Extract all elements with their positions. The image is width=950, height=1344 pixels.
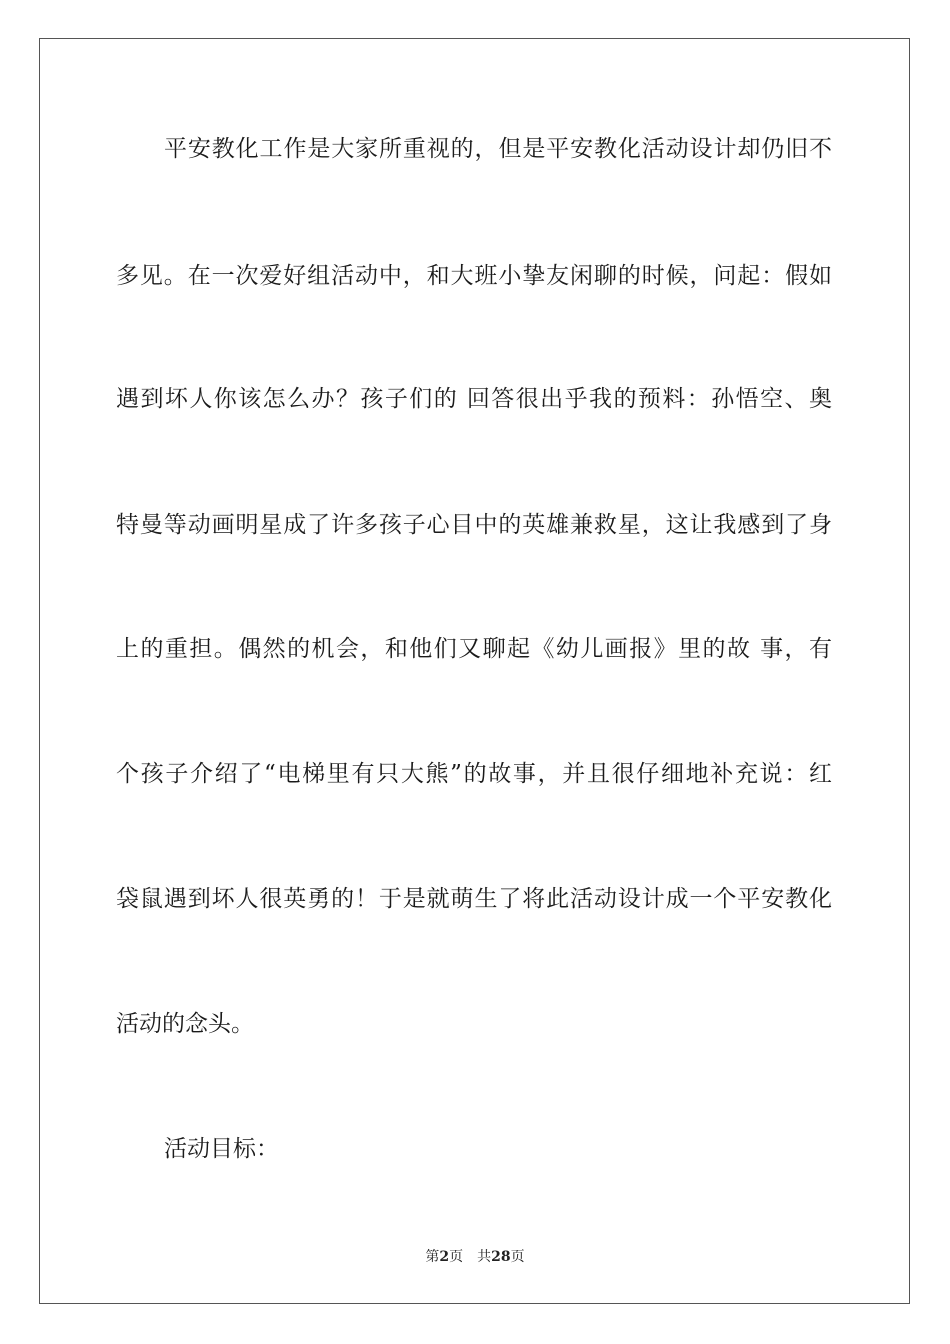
section-heading: 活动目标：: [164, 1136, 279, 1162]
paragraph-line-8: 活动的念头。: [116, 1011, 254, 1037]
paragraph-line-1: 平安教化工作是大家所重视的，但是平安教化活动设计却仍旧不: [164, 136, 832, 162]
page-footer: [0, 1248, 950, 1266]
paragraph-line-3: 遇到坏人你该怎么办？孩子们的 回答很出乎我的预料：孙悟空、奥: [116, 386, 832, 412]
paragraph-line-2: 多见。在一次爱好组活动中，和大班小挚友闲聊的时候，问起：假如: [116, 263, 832, 289]
paragraph-line-4: 特曼等动画明星成了许多孩子心目中的英雄兼救星，这让我感到了身: [116, 512, 832, 538]
paragraph-line-5: 上的重担。偶然的机会，和他们又聊起《幼儿画报》里的故 事，有: [116, 636, 832, 662]
paragraph-line-7: 袋鼠遇到坏人很英勇的！于是就萌生了将此活动设计成一个平安教化: [116, 886, 832, 912]
footer-page-suffix: 页: [449, 1249, 464, 1265]
footer-page-prefix: 第: [425, 1249, 440, 1265]
footer-total-prefix: 共: [477, 1249, 492, 1265]
page-border: [39, 38, 910, 1304]
footer-page-current: 2: [439, 1249, 450, 1265]
footer-page-total: 28: [491, 1249, 511, 1265]
footer-total-suffix: 页: [510, 1249, 525, 1265]
paragraph-line-6: 个孩子介绍了“电梯里有只大熊”的故事，并且很仔细地补充说：红: [116, 761, 832, 787]
